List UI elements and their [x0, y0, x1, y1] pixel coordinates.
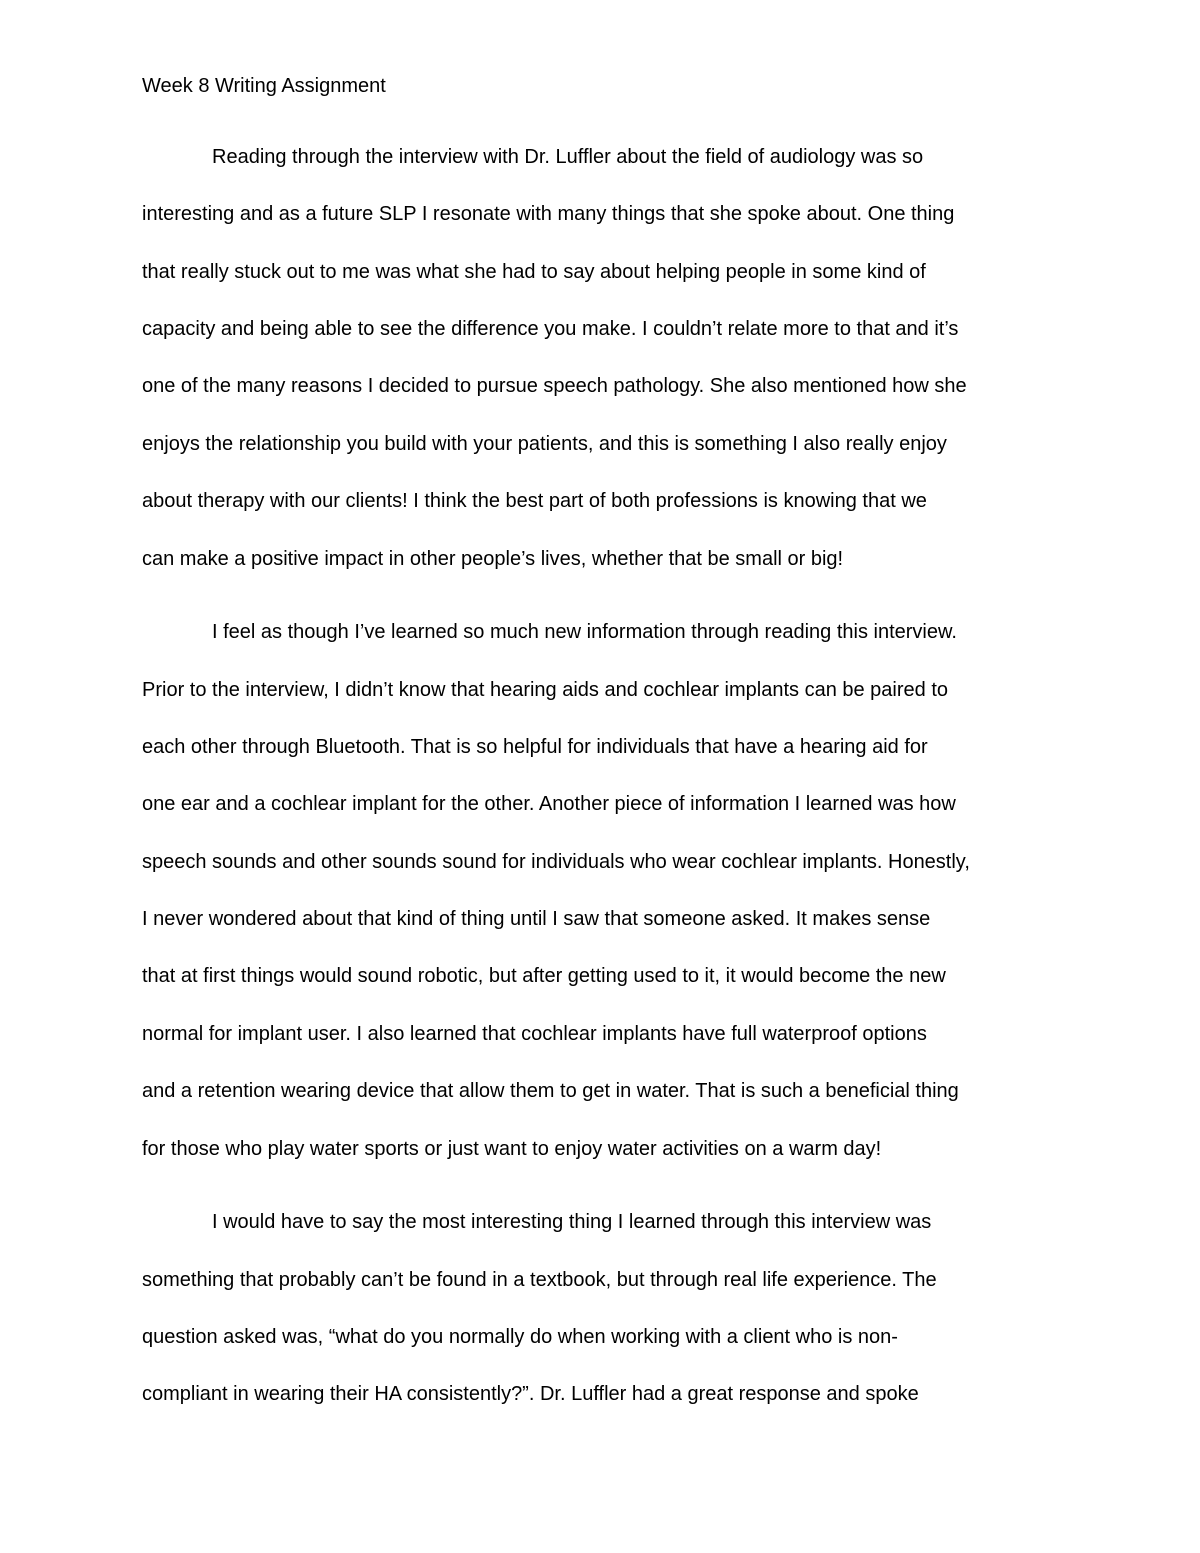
paragraph-1-line-1: Reading through the interview with Dr. Luffler about the field of audiology was so: [212, 146, 924, 168]
paragraph-1-line-4: capacity and being able to see the difference you make. I couldn’t relate more to that and it’s: [142, 318, 959, 340]
paragraph-3-line-3: question asked was, “what do you normally do when working with a client who is non-: [142, 1326, 898, 1348]
paragraph-2-line-10: for those who play water sports or just want to enjoy water activities on a warm day!: [142, 1138, 882, 1160]
paragraph-1-line-6: enjoys the relationship you build with your patients, and this is something I also really enjoy: [142, 433, 947, 455]
paragraph-2-line-6: I never wondered about that kind of thing until I saw that someone asked. It makes sense: [142, 908, 931, 930]
paragraph-3-line-2: something that probably can’t be found in a textbook, but through real life experience. The: [142, 1269, 937, 1291]
paragraph-2-line-8: normal for implant user. I also learned that cochlear implants have full waterproof options: [142, 1023, 927, 1045]
paragraph-1-line-7: about therapy with our clients! I think the best part of both professions is knowing that we: [142, 490, 927, 512]
paragraph-3-line-1: I would have to say the most interesting thing I learned through this interview was: [212, 1211, 932, 1233]
paragraph-1-line-5: one of the many reasons I decided to pursue speech pathology. She also mentioned how she: [142, 375, 967, 397]
paragraph-2-line-4: one ear and a cochlear implant for the other. Another piece of information I learned was how: [142, 793, 956, 815]
paragraph-1-line-3: that really stuck out to me was what she had to say about helping people in some kind of: [142, 261, 926, 283]
paragraph-1-line-2: interesting and as a future SLP I resonate with many things that she spoke about. One thing: [142, 203, 955, 225]
paragraph-2-line-5: speech sounds and other sounds sound for individuals who wear cochlear implants. Honestly,: [142, 851, 970, 873]
paragraph-2-line-9: and a retention wearing device that allow them to get in water. That is such a beneficial thing: [142, 1080, 959, 1102]
paragraph-2-line-1: I feel as though I’ve learned so much new information through reading this interview.: [212, 621, 957, 643]
paragraph-3-line-4: compliant in wearing their HA consistently?”. Dr. Luffler had a great response and spoke: [142, 1383, 919, 1405]
paragraph-2-line-3: each other through Bluetooth. That is so helpful for individuals that have a hearing aid for: [142, 736, 928, 758]
paragraph-2-line-7: that at first things would sound robotic, but after getting used to it, it would become the new: [142, 965, 946, 987]
paragraph-2-line-2: Prior to the interview, I didn’t know that hearing aids and cochlear implants can be paired to: [142, 679, 949, 701]
document-title: Week 8 Writing Assignment: [142, 75, 386, 97]
paragraph-1-line-8: can make a positive impact in other people’s lives, whether that be small or big!: [142, 548, 844, 570]
